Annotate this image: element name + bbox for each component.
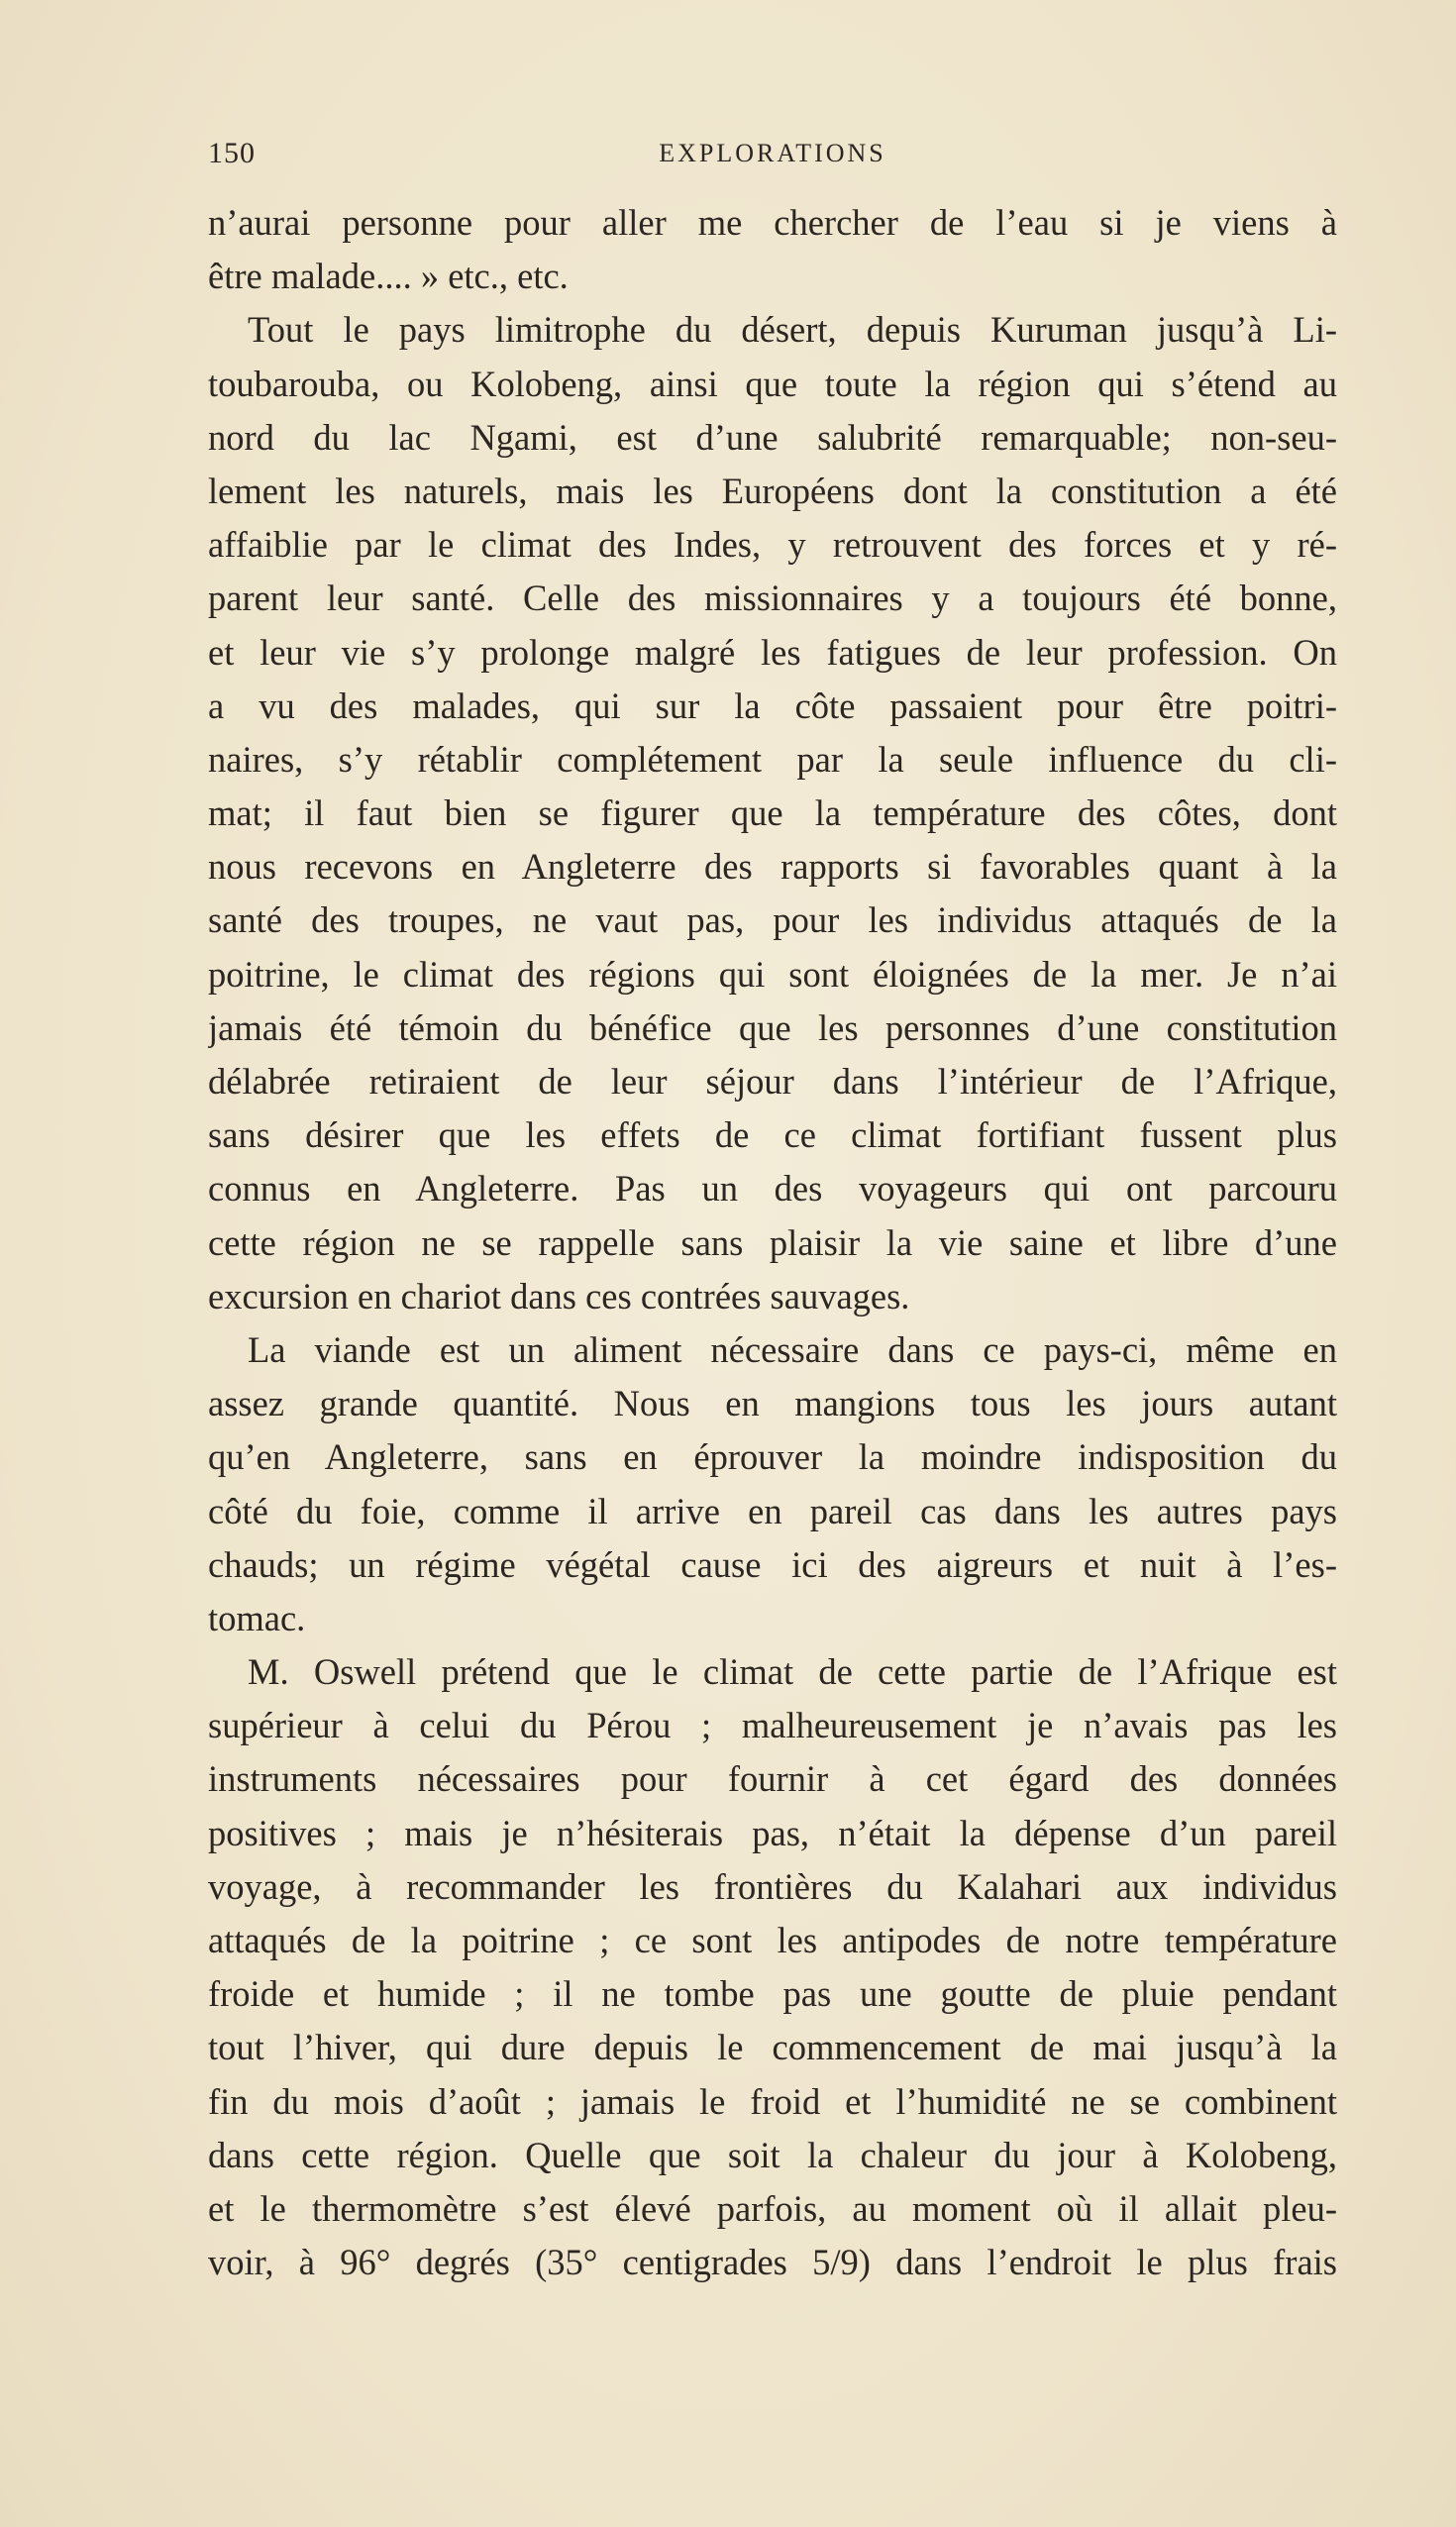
text-line: M. Oswell prétend que le climat de cette partie de l’Afrique est	[248, 1651, 1337, 1693]
text-line: chauds; un régime végétal cause ici des aigreurs et nuit à l’es-	[208, 1543, 1337, 1585]
text-line: tomac.	[208, 1597, 306, 1638]
text-line: sans désirer que les effets de ce climat fortifiant fussent plus	[208, 1114, 1337, 1156]
text-line: délabrée retiraient de leur séjour dans l’intérieur de l’Afrique,	[208, 1061, 1337, 1102]
text-line: voyage, à recommander les frontières du Kalahari aux individus	[208, 1865, 1337, 1907]
text-line: n’aurai personne pour aller me chercher de l’eau si je viens à	[208, 202, 1337, 243]
text-line: froide et humide ; il ne tombe pas une goutte de pluie pendant	[208, 1973, 1337, 2015]
text-line: être malade.... » etc., etc.	[208, 256, 569, 297]
text-line: fin du mois d’août ; jamais le froid et l’humidité ne se combinent	[208, 2080, 1337, 2122]
text-line: parent leur santé. Celle des missionnaires y a toujours été bonne,	[208, 578, 1337, 619]
text-line: naires, s’y rétablir complétement par la seule influence du cli-	[208, 738, 1337, 780]
text-line: mat; il faut bien se figurer que la température des côtes, dont	[208, 792, 1337, 834]
text-line: dans cette région. Quelle que soit la chaleur du jour à Kolobeng,	[208, 2134, 1337, 2175]
text-line: nous recevons en Angleterre des rapports si favorables quant à la	[208, 846, 1337, 888]
text-line: a vu des malades, qui sur la côte passaient pour être poitri-	[208, 684, 1337, 726]
text-line: cette région ne se rappelle sans plaisir la vie saine et libre d’une	[208, 1221, 1337, 1263]
text-line: La viande est un aliment nécessaire dans ce pays-ci, même en	[248, 1328, 1337, 1370]
text-line: côté du foie, comme il arrive en pareil cas dans les autres pays	[208, 1490, 1337, 1531]
text-line: nord du lac Ngami, est d’une salubrité remarquable; non-seu-	[208, 416, 1337, 458]
text-line: qu’en Angleterre, sans en éprouver la moindre indisposition du	[208, 1436, 1337, 1478]
text-line: jamais été témoin du bénéfice que les personnes d’une constitution	[208, 1006, 1337, 1048]
text-line: instruments nécessaires pour fournir à cet égard des données	[208, 1758, 1337, 1800]
page-number: 150	[208, 137, 256, 169]
text-line: toubarouba, ou Kolobeng, ainsi que toute la région qui s’étend au	[208, 363, 1337, 404]
text-line: et le thermomètre s’est élevé parfois, au moment où il allait pleu-	[208, 2187, 1337, 2229]
text-line: supérieur à celui du Pérou ; malheureusement je n’avais pas les	[208, 1705, 1337, 1746]
text-line: connus en Angleterre. Pas un des voyageurs qui ont parcouru	[208, 1168, 1337, 1210]
text-line: tout l’hiver, qui dure depuis le commencement de mai jusqu’à la	[208, 2027, 1337, 2068]
text-line: affaiblie par le climat des Indes, y retrouvent des forces et y ré-	[208, 524, 1337, 566]
text-line: assez grande quantité. Nous en mangions tous les jours autant	[208, 1383, 1337, 1424]
running-title: EXPLORATIONS	[659, 139, 886, 167]
body-text	[208, 196, 1337, 2289]
text-line: positives ; mais je n’hésiterais pas, n’était la dépense d’un pareil	[208, 1812, 1337, 1853]
text-line: Tout le pays limitrophe du désert, depuis Kuruman jusqu’à Li-	[248, 309, 1337, 351]
text-line: attaqués de la poitrine ; ce sont les antipodes de notre température	[208, 1920, 1337, 1960]
text-line: voir, à 96° degrés (35° centigrades 5/9) dans l’endroit le plus frais	[208, 2242, 1337, 2283]
text-line: santé des troupes, ne vaut pas, pour les individus attaqués de la	[208, 899, 1337, 941]
text-line: lement les naturels, mais les Européens dont la constitution a été	[208, 470, 1337, 511]
text-line: poitrine, le climat des régions qui sont éloignées de la mer. Je n’ai	[208, 953, 1337, 995]
text-line: excursion en chariot dans ces contrées sauvages.	[208, 1275, 910, 1316]
page-header	[208, 137, 1337, 176]
text-line: et leur vie s’y prolonge malgré les fatigues de leur profession. On	[208, 631, 1337, 673]
